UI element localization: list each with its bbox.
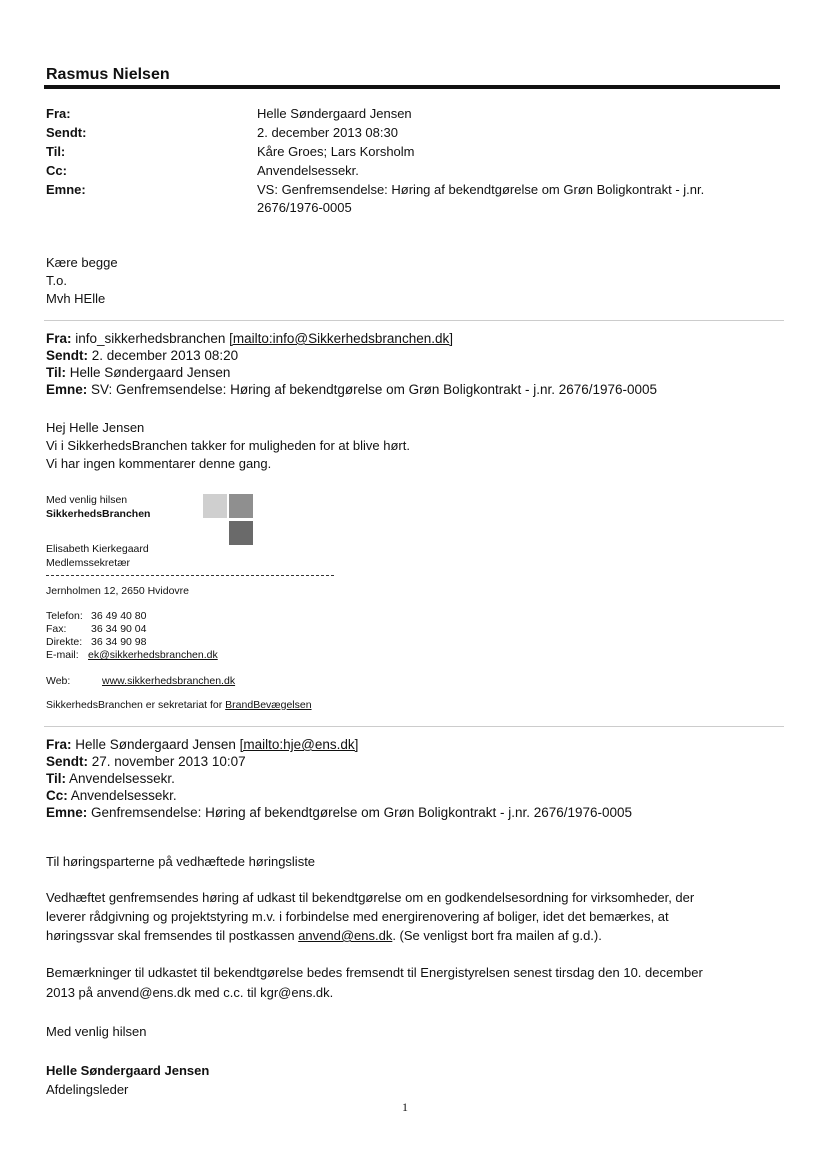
msg3-p1-line3 bbox=[46, 928, 602, 943]
greeting-line1: Kære begge bbox=[46, 255, 118, 270]
header-from: Helle Søndergaard Jensen bbox=[257, 106, 412, 121]
msg2-from-value: info_sikkerhedsbranchen bbox=[75, 331, 226, 346]
sig-phone-label: Telefon: bbox=[46, 610, 83, 622]
msg3-p1-email-link[interactable]: anvend@ens.dk bbox=[298, 928, 393, 943]
msg3-cc-label: Cc: bbox=[46, 788, 68, 803]
greeting-line3: Mvh HElle bbox=[46, 291, 106, 306]
msg3-p1-line3-pre: høringssvar skal fremsendes til postkassen bbox=[46, 928, 295, 943]
msg2-from-label: Fra: bbox=[46, 331, 72, 346]
sig-web-label: Web: bbox=[46, 675, 71, 687]
msg2-to-value: Helle Søndergaard Jensen bbox=[69, 365, 231, 380]
sig-dashed-divider bbox=[46, 575, 334, 576]
msg3-subject-value: Genfremsendelse: Høring af bekendtgørelse om Grøn Boligkontrakt - j.nr. 2676/1976-0005 bbox=[91, 805, 633, 820]
msg3-intro: Til høringsparterne på vedhæftede høringsliste bbox=[46, 854, 316, 869]
label-from: Fra: bbox=[46, 106, 71, 121]
greeting-line2: T.o. bbox=[46, 273, 67, 288]
msg2-from-row bbox=[46, 331, 453, 346]
sig-fax: 36 34 90 04 bbox=[91, 623, 147, 635]
header-sent: 2. december 2013 08:30 bbox=[257, 125, 398, 140]
logo-square-dark bbox=[229, 521, 253, 545]
msg3-p2-line2: 2013 på anvend@ens.dk med c.c. til kgr@ens.dk. bbox=[46, 985, 334, 1000]
msg3-subject-label: Emne: bbox=[46, 805, 88, 820]
msg3-to-row bbox=[46, 771, 175, 786]
msg3-sent-value: 27. november 2013 10:07 bbox=[91, 754, 246, 769]
msg3-p1-line3-post: . (Se venligst bort fra mailen af g.d.). bbox=[392, 928, 602, 943]
msg3-sender-title: Afdelingsleder bbox=[46, 1082, 129, 1097]
msg3-p2-line1: Bemærkninger til udkastet til bekendtgørelse bedes fremsendt til Energistyrelsen senest tirsdag den 10. december bbox=[46, 965, 703, 980]
sig-name: Elisabeth Kierkegaard bbox=[46, 543, 149, 555]
msg2-subject-label: Emne: bbox=[46, 382, 88, 397]
label-cc: Cc: bbox=[46, 163, 67, 178]
separator-2 bbox=[44, 726, 784, 727]
msg3-closing: Med venlig hilsen bbox=[46, 1024, 147, 1039]
msg2-sent-label: Sendt: bbox=[46, 348, 88, 363]
sig-title: Medlemssekretær bbox=[46, 557, 131, 569]
sig-fax-label: Fax: bbox=[46, 623, 67, 635]
sig-regards: Med venlig hilsen bbox=[46, 494, 128, 506]
sig-web-link[interactable]: www.sikkerhedsbranchen.dk bbox=[102, 675, 236, 687]
label-to: Til: bbox=[46, 144, 66, 159]
msg3-p1-line2: leverer rådgivning og projektstyring m.v. i forbindelse med energirenovering af boliger, idet det bemærkes, at bbox=[46, 909, 669, 924]
logo-square-mid bbox=[229, 494, 253, 518]
msg2-body-2: Vi i SikkerhedsBranchen takker for muligheden for at blive hørt. bbox=[46, 438, 410, 453]
msg2-to-row bbox=[46, 365, 230, 380]
msg2-from-link[interactable]: [mailto:info@Sikkerhedsbranchen.dk] bbox=[229, 331, 453, 346]
logo-square-light bbox=[203, 494, 227, 518]
header-cc: Anvendelsessekr. bbox=[257, 163, 359, 178]
msg2-to-label: Til: bbox=[46, 365, 66, 380]
msg3-cc-value: Anvendelsessekr. bbox=[70, 788, 177, 803]
msg2-sent-value: 2. december 2013 08:20 bbox=[91, 348, 239, 363]
sig-phone: 36 49 40 80 bbox=[91, 610, 147, 622]
msg3-to-label: Til: bbox=[46, 771, 66, 786]
header-rule bbox=[44, 85, 780, 89]
sig-address: Jernholmen 12, 2650 Hvidovre bbox=[46, 585, 190, 597]
label-subject: Emne: bbox=[46, 182, 86, 197]
sig-secretariat-row bbox=[46, 699, 312, 711]
sig-secretariat-text: SikkerhedsBranchen er sekretariat for bbox=[46, 699, 223, 711]
label-sent: Sendt: bbox=[46, 125, 87, 140]
sig-email-label: E-mail: bbox=[46, 649, 79, 661]
msg3-sender-name: Helle Søndergaard Jensen bbox=[46, 1063, 210, 1078]
header-to: Kåre Groes; Lars Korsholm bbox=[257, 144, 415, 159]
msg2-body-3: Vi har ingen kommentarer denne gang. bbox=[46, 456, 272, 471]
header-subject-line2: 2676/1976-0005 bbox=[257, 200, 352, 215]
msg3-cc-row bbox=[46, 788, 177, 803]
sig-org: SikkerhedsBranchen bbox=[46, 508, 151, 520]
msg3-from-link[interactable]: [mailto:hje@ens.dk] bbox=[239, 737, 359, 752]
msg3-from-row bbox=[46, 737, 358, 752]
msg3-from-label: Fra: bbox=[46, 737, 72, 752]
owner-name: Rasmus Nielsen bbox=[46, 66, 170, 83]
msg3-sent-label: Sendt: bbox=[46, 754, 88, 769]
sig-direct: 36 34 90 98 bbox=[91, 636, 147, 648]
msg3-sent-row bbox=[46, 754, 246, 769]
page-number: 1 bbox=[402, 1100, 408, 1114]
sig-email-link[interactable]: ek@sikkerhedsbranchen.dk bbox=[88, 649, 218, 661]
sig-direct-label: Direkte: bbox=[46, 636, 83, 648]
msg3-p1-line1: Vedhæftet genfremsendes høring af udkast til bekendtgørelse om en godkendelsesordning for virksomheder, der bbox=[46, 890, 695, 905]
msg2-subject-value: SV: Genfremsendelse: Høring af bekendtgørelse om Grøn Boligkontrakt - j.nr. 2676/1976-0005 bbox=[91, 382, 658, 397]
separator-1 bbox=[44, 320, 784, 321]
msg3-from-value: Helle Søndergaard Jensen bbox=[75, 737, 236, 752]
msg2-body-1: Hej Helle Jensen bbox=[46, 420, 145, 435]
msg3-subject-row bbox=[46, 805, 632, 820]
msg2-subject-row bbox=[46, 382, 657, 397]
msg3-to-value: Anvendelsessekr. bbox=[69, 771, 175, 786]
header-subject-line1: VS: Genfremsendelse: Høring af bekendtgørelse om Grøn Boligkontrakt - j.nr. bbox=[257, 182, 705, 197]
msg2-sent-row bbox=[46, 348, 238, 363]
sig-secretariat-link[interactable]: BrandBevægelsen bbox=[225, 699, 312, 711]
